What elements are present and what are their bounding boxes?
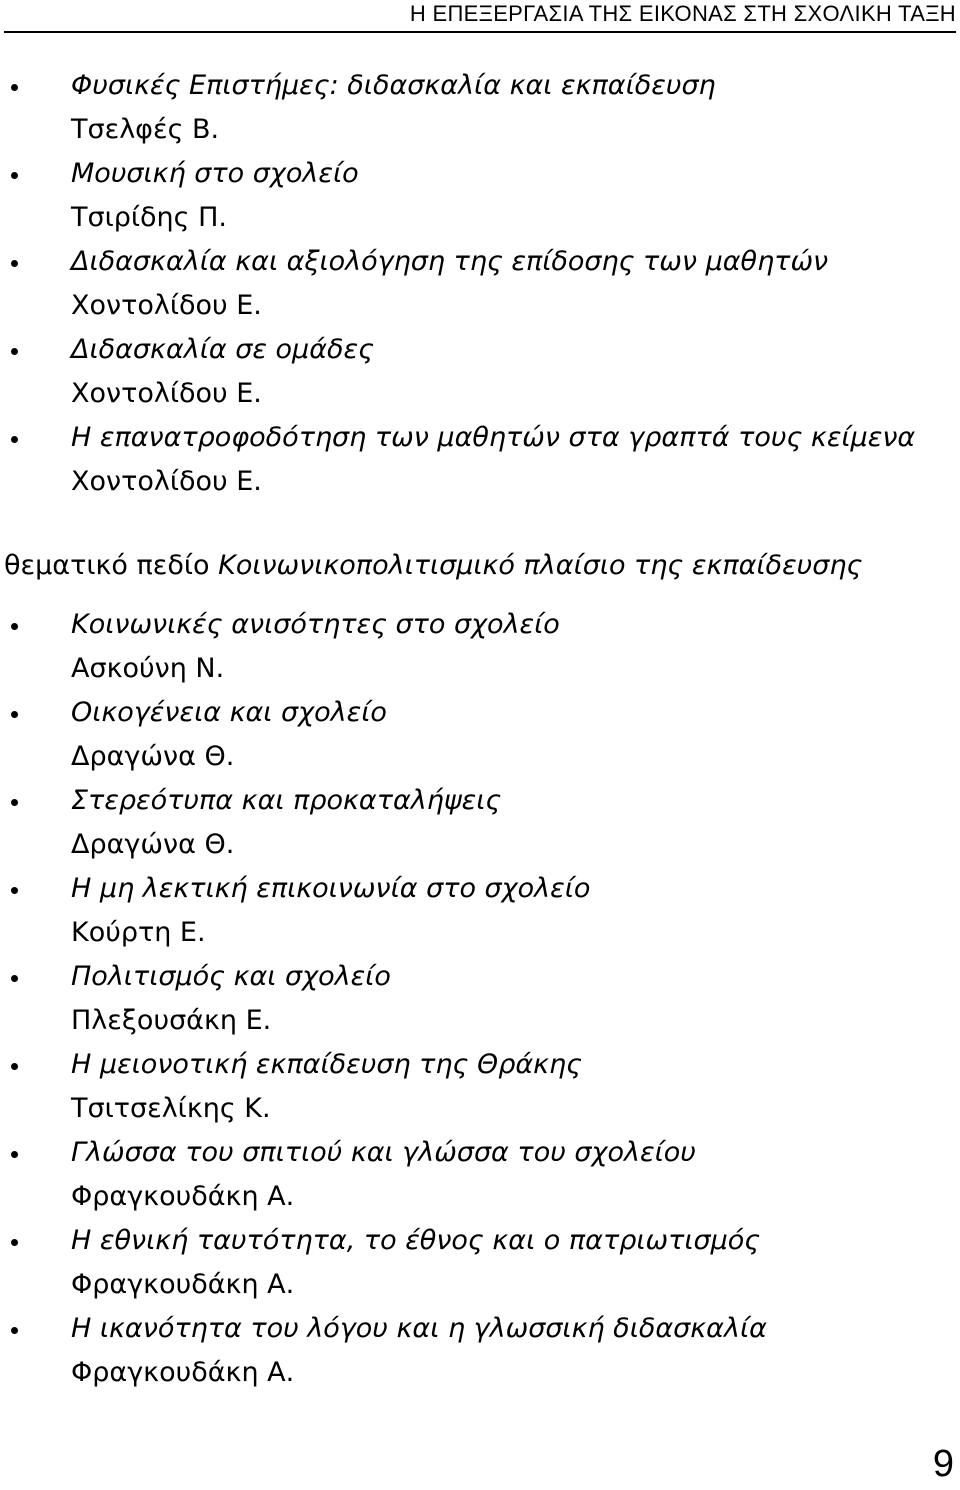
bullet-icon <box>11 799 18 806</box>
entry-author: Ασκούνη Ν. <box>71 653 225 684</box>
publication-list-1 <box>0 64 960 504</box>
entry-title: Διδασκαλία και αξιολόγηση της επίδοσης των μαθητών <box>71 246 829 277</box>
bullet-icon <box>11 975 18 982</box>
bullet-icon <box>11 348 18 355</box>
entry-title: Γλώσσα του σπιτιού και γλώσσα του σχολείου <box>71 1137 696 1168</box>
list-item <box>0 603 960 691</box>
section-topic: Κοινωνικοπολιτισμικό πλαίσιο της εκπαίδευσης <box>218 550 863 581</box>
bullet-icon <box>11 84 18 91</box>
bullet-icon <box>11 1151 18 1158</box>
list-item <box>0 240 960 328</box>
list-item <box>0 779 960 867</box>
entry-author: Δραγώνα Θ. <box>71 829 235 860</box>
header-rule <box>4 31 956 33</box>
list-item <box>0 152 960 240</box>
list-item <box>0 416 960 504</box>
list-item <box>0 64 960 152</box>
entry-title: Διδασκαλία σε ομάδες <box>71 334 374 365</box>
bullet-icon <box>11 1063 18 1070</box>
entry-author: Τσιρίδης Π. <box>71 202 227 233</box>
entry-title: Κοινωνικές ανισότητες στο σχολείο <box>71 609 560 640</box>
list-item <box>0 1131 960 1219</box>
entry-author: Φραγκουδάκη Α. <box>71 1357 295 1388</box>
list-item <box>0 691 960 779</box>
running-header: Η ΕΠΕΞΕΡΓΑΣΙΑ ΤΗΣ ΕΙΚΟΝΑΣ ΣΤΗ ΣΧΟΛΙΚΗ ΤΑΞΗ <box>409 1 956 26</box>
list-item <box>0 1043 960 1131</box>
entry-author: Χοντολίδου Ε. <box>71 378 262 409</box>
list-item <box>0 867 960 955</box>
publication-list-2 <box>0 603 960 1395</box>
entry-author: Πλεξουσάκη Ε. <box>71 1005 272 1036</box>
bullet-icon <box>11 436 18 443</box>
entry-title: Φυσικές Επιστήμες: διδασκαλία και εκπαίδευση <box>71 70 716 101</box>
list-item <box>0 328 960 416</box>
bullet-icon <box>11 887 18 894</box>
bullet-icon <box>11 711 18 718</box>
entry-title: Στερεότυπα και προκαταλήψεις <box>71 785 502 816</box>
entry-author: Τσιτσελίκης Κ. <box>71 1093 271 1124</box>
list-item <box>0 1219 960 1307</box>
list-item <box>0 1307 960 1395</box>
entry-author: Δραγώνα Θ. <box>71 741 235 772</box>
entry-author: Φραγκουδάκη Α. <box>71 1269 295 1300</box>
entry-title: Μουσική στο σχολείο <box>71 158 359 189</box>
section-label: θεματικό πεδίο <box>4 550 219 581</box>
page-number: 9 <box>932 1443 954 1485</box>
entry-author: Τσελφές Β. <box>71 114 220 145</box>
entry-title: Η εθνική ταυτότητα, το έθνος και ο πατριωτισμός <box>71 1225 761 1256</box>
entry-title: Η μη λεκτική επικοινωνία στο σχολείο <box>71 873 591 904</box>
bullet-icon <box>11 260 18 267</box>
entry-author: Χοντολίδου Ε. <box>71 466 262 497</box>
entry-title: Η επανατροφοδότηση των μαθητών στα γραπτά τους κείμενα <box>71 422 916 453</box>
bullet-icon <box>11 1327 18 1334</box>
entry-title: Η ικανότητα του λόγου και η γλωσσική διδασκαλία <box>71 1313 767 1344</box>
section-heading <box>4 544 862 588</box>
entry-author: Κούρτη Ε. <box>71 917 206 948</box>
entry-author: Χοντολίδου Ε. <box>71 290 262 321</box>
entry-title: Η μειονοτική εκπαίδευση της Θράκης <box>71 1049 583 1080</box>
bullet-icon <box>11 1239 18 1246</box>
bullet-icon <box>11 623 18 630</box>
entry-author: Φραγκουδάκη Α. <box>71 1181 295 1212</box>
entry-title: Πολιτισμός και σχολείο <box>71 961 391 992</box>
bullet-icon <box>11 172 18 179</box>
entry-title: Οικογένεια και σχολείο <box>71 697 387 728</box>
list-item <box>0 955 960 1043</box>
